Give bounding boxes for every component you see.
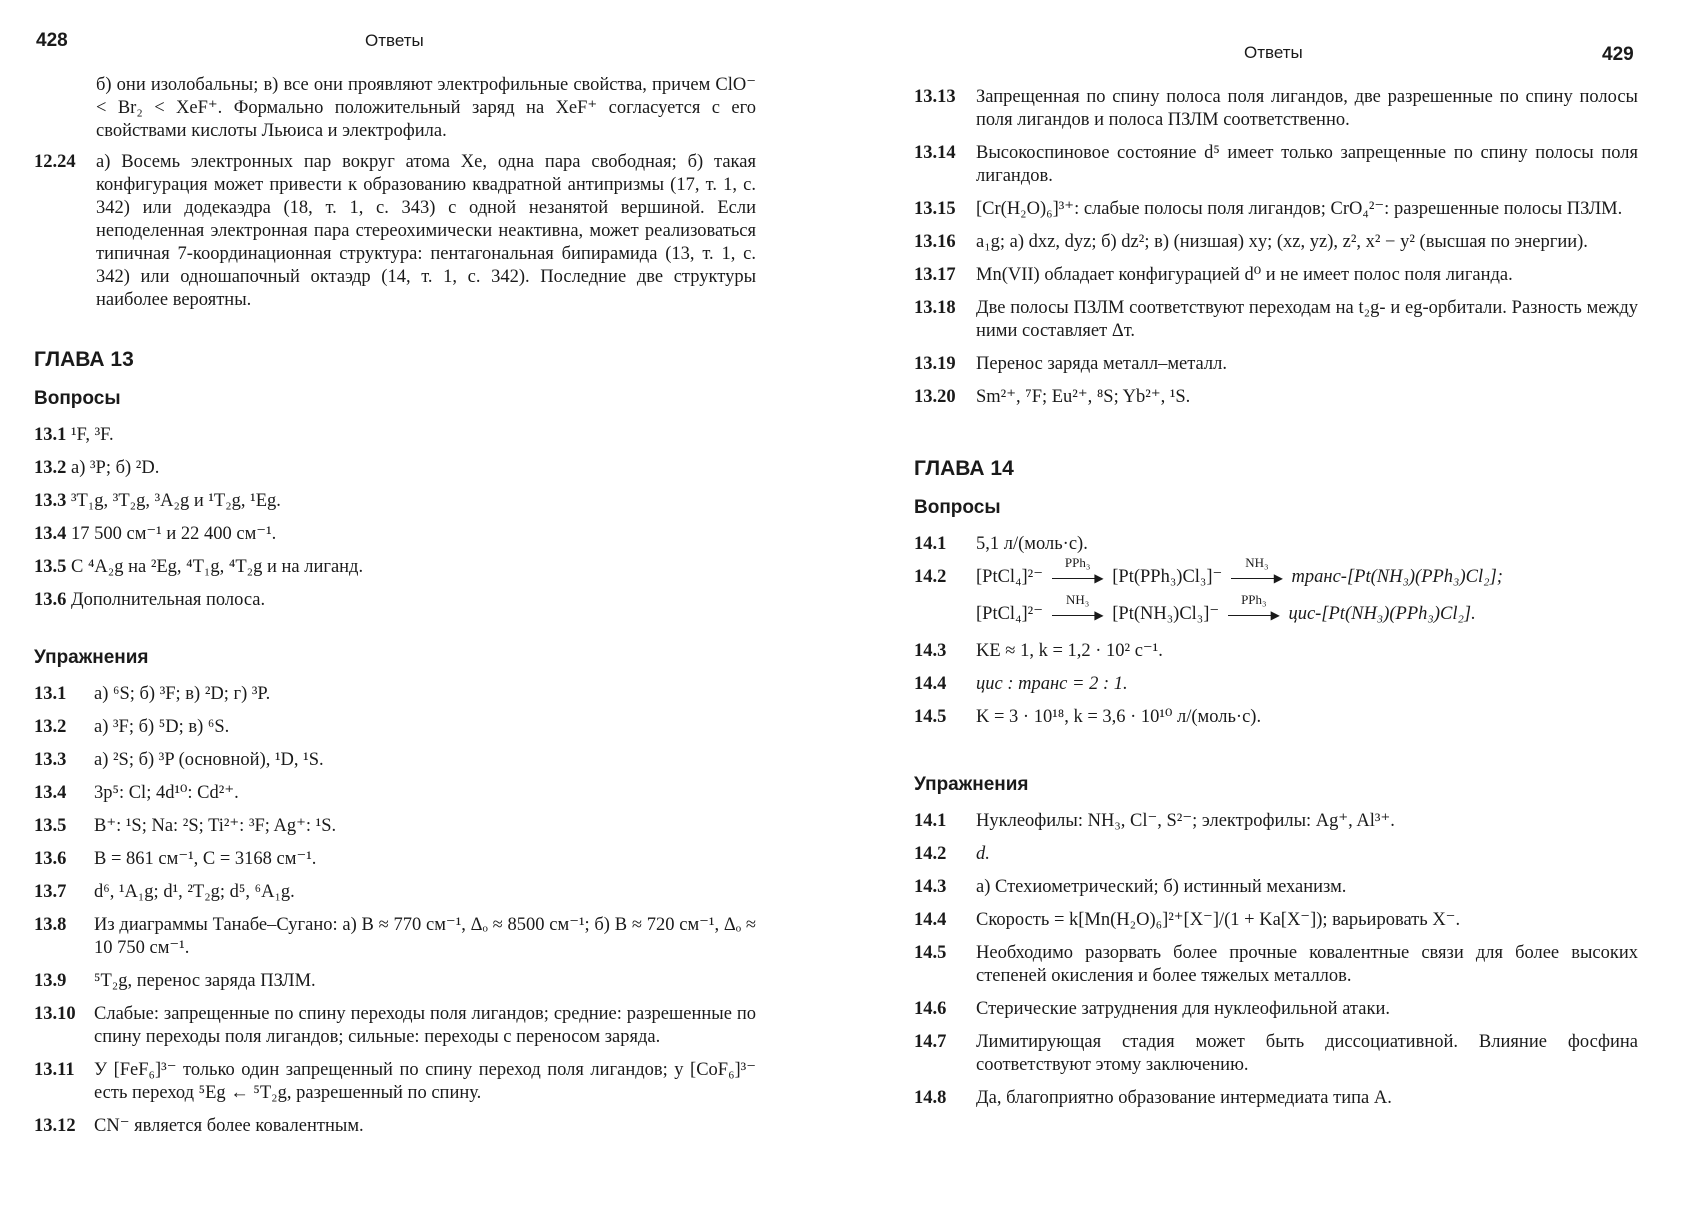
- answers-list-13-cont: [914, 86, 1638, 409]
- exercise-item: 14.1 Нуклеофилы: NH₃, Cl⁻, S²⁻; электрофилы: Ag⁺, Al³⁺.: [914, 811, 1395, 831]
- exercise-item: 13.1 а) ⁶S; б) ³F; в) ²D; г) ³P.: [34, 684, 271, 704]
- reaction-arrow: PPh₃ ▶: [1052, 571, 1104, 585]
- question-item: 13.3 ³T₁g, ³T₂g, ³A₂g и ¹T₂g, ¹Eg.: [34, 491, 281, 511]
- exercise-item: 13.5 B⁺: ¹S; Na: ²S; Ti²⁺: ³F; Ag⁺: ¹S.: [34, 816, 337, 836]
- answer-item: 13.15 [Cr(H₂O)₆]³⁺: слабые полосы поля лигандов; CrO₄²⁻: разрешенные полосы ПЗЛМ.: [914, 199, 1623, 219]
- right-page: [842, 0, 1684, 1224]
- questions-list-13: [34, 424, 756, 612]
- answer-item: 13.20 Sm²⁺, ⁷F; Eu²⁺, ⁸S; Yb²⁺, ¹S.: [914, 387, 1191, 407]
- question-item: 14.3 KE ≈ 1, k = 1,2 · 10² с⁻¹.: [914, 641, 1163, 661]
- exercise-item: 13.7 d⁶, ¹A₁g; d¹, ²T₂g; d⁵, ⁶A₁g.: [34, 882, 295, 902]
- running-header-right: Ответы: [1244, 43, 1303, 62]
- answer-item: 13.17 Mn(VII) обладает конфигурацией d⁰ и не имеет полос поля лиганда.: [914, 265, 1513, 285]
- right-body: [914, 86, 1638, 1120]
- chapter-heading-14: ГЛАВА 14: [914, 457, 1014, 480]
- page-number-right: 429: [1602, 44, 1634, 65]
- answer-number: 12.24: [34, 152, 76, 172]
- reaction-scheme: [976, 554, 1638, 626]
- questions-heading-14: Вопросы: [914, 497, 1001, 518]
- running-header-left: Ответы: [365, 31, 424, 50]
- exercise-item: 13.8 Из диаграммы Танабе–Сугано: а) B ≈ 770 см⁻¹, Δₒ ≈ 8500 см⁻¹; б) B ≈ 720 см⁻¹, Δₒ ≈ 10 750 см⁻¹.: [34, 915, 756, 958]
- exercise-item: 13.12 CN⁻ является более ковалентным.: [34, 1116, 364, 1136]
- answer-item: 13.13 Запрещенная по спину полоса поля лигандов, две разрешенные по спину полосы поля лигандов и полоса ПЗЛМ соответственно.: [914, 87, 1638, 130]
- page-number-left: 428: [36, 30, 68, 51]
- exercise-item: 14.8 Да, благоприятно образование интермедиата типа A.: [914, 1088, 1392, 1108]
- reaction-line-2: [PtCl₄]²⁻ NH₃ ▶ [Pt(NH₃)Cl₃]⁻ PPh₃ ▶ цис-[Pt(NH₃)(PPh₃)Cl₂].: [976, 591, 1476, 624]
- exercises-list-14: [914, 810, 1638, 1110]
- chapter-heading-13: ГЛАВА 13: [34, 348, 134, 371]
- questions-heading-13: Вопросы: [34, 388, 121, 409]
- question-item: 13.4 17 500 см⁻¹ и 22 400 см⁻¹.: [34, 524, 277, 544]
- exercise-item: 14.5 Необходимо разорвать более прочные ковалентные связи для более высоких степеней окисления и более тяжелых металлов.: [914, 943, 1638, 986]
- exercise-item: 14.6 Стерические затруднения для нуклеофильной атаки.: [914, 999, 1390, 1019]
- reaction-arrow: NH₃ ▶: [1052, 608, 1104, 622]
- question-item: 13.5 С ⁴A₂g на ²Eg, ⁴T₁g, ⁴T₂g и на лиганд.: [34, 557, 364, 577]
- exercise-item: 14.3 а) Стехиометрический; б) истинный механизм.: [914, 877, 1347, 897]
- answer-item: 13.16 a₁g; а) dxz, dyz; б) dz²; в) (низшая) xy; (xz, yz), z², x² − y² (высшая по энергии).: [914, 232, 1588, 252]
- exercise-item: 14.4 Скорость = k[Mn(H₂O)₆]²⁺[X⁻]/(1 + Ka[X⁻]); варьировать X⁻.: [914, 910, 1461, 930]
- answer-text: а) Восемь электронных пар вокруг атома Xe, одна пара свободная; б) такая конфигурация может привести к образованию квадратной антипризмы (17, т. 1, с. 342) или додекаэдра (18, т. 1, с. 343) с одной незанятой вершиной. Если неподеленная электронная пара стереохимически неактивна, может реализоваться типичная 7-координационная структура: пентагональная бипирамида (13, т. 1, с. 342) или одношапочный октаэдр (14, т. 1, с. 342). Последние две структуры наиболее вероятны.: [96, 152, 756, 310]
- reaction-line-1: [PtCl₄]²⁻ PPh₃ ▶ [Pt(PPh₃)Cl₃]⁻ NH₃ ▶ транс-[Pt(NH₃)(PPh₃)Cl₂];: [976, 554, 1503, 587]
- question-item: 14.5 K = 3 · 10¹⁸, k = 3,6 · 10¹⁰ л/(моль·с).: [914, 707, 1262, 727]
- exercise-item: 13.10 Слабые: запрещенные по спину переходы поля лигандов; средние: разрешенные по спину переходы поля лигандов; сильные: переходы с переносом заряда.: [34, 1004, 756, 1047]
- questions-list-14: [914, 533, 1638, 729]
- question-item: 14.4 цис : транс = 2 : 1.: [914, 674, 1128, 694]
- question-item: 14.1 5,1 л/(моль·с).: [914, 534, 1088, 554]
- question-item-reaction-scheme: 14.2 [PtCl₄]²⁻ PPh₃ ▶ [Pt(PPh₃)Cl₃]⁻ NH₃ ▶ транс-[Pt(NH₃)(PPh₃)Cl₂]; [PtCl₄]²⁻ NH₃ ▶ [Pt(NH₃)Cl₃]⁻ PPh₃ ▶ цис-[Pt(NH₃)(PPh₃)Cl₂].: [914, 566, 1638, 626]
- exercise-item: 14.2 d.: [914, 844, 990, 864]
- answer-item: 13.19 Перенос заряда металл–металл.: [914, 354, 1228, 374]
- exercise-item: 13.6 B = 861 см⁻¹, C = 3168 см⁻¹.: [34, 849, 317, 869]
- exercise-item: 14.7 Лимитирующая стадия может быть диссоциативной. Влияние фосфина соответствуют этому заключению.: [914, 1032, 1638, 1075]
- exercise-item: 13.3 а) ²S; б) ³P (основной), ¹D, ¹S.: [34, 750, 324, 770]
- left-body: [34, 74, 756, 1148]
- exercise-item: 13.11 У [FeF₆]³⁻ только один запрещенный по спину переход поля лигандов; у [CoF₆]³⁻ есть переход ⁵Eg ← ⁵T₂g, разрешенный по спину.: [34, 1060, 756, 1103]
- reaction-arrow: PPh₃ ▶: [1228, 608, 1280, 622]
- exercises-heading-13: Упражнения: [34, 647, 149, 668]
- question-item: 13.1 ¹F, ³F.: [34, 425, 114, 445]
- exercise-item: 13.4 3p⁵: Cl; 4d¹⁰: Cd²⁺.: [34, 783, 239, 803]
- continued-text: б) они изолобальны; в) все они проявляют электрофильные свойства, причем ClO⁻ < Br₂ < XeF⁺. Формально положительный заряд на XeF⁺ согласуется с его свойствами кислоты Льюиса и электрофила.: [96, 75, 756, 141]
- reaction-arrow: NH₃ ▶: [1231, 571, 1283, 585]
- exercises-list-13: [34, 683, 756, 1138]
- question-item: 13.6 Дополнительная полоса.: [34, 590, 266, 610]
- answer-12-24: [34, 151, 756, 312]
- question-item: 13.2 а) ³P; б) ²D.: [34, 458, 160, 478]
- answer-item: 13.18 Две полосы ПЗЛМ соответствуют переходам на t₂g- и eg-орбитали. Разность между ними составляет Δт.: [914, 298, 1638, 341]
- exercises-heading-14: Упражнения: [914, 774, 1029, 795]
- answer-item: 13.14 Высокоспиновое состояние d⁵ имеет только запрещенные по спину полосы поля лигандов.: [914, 143, 1638, 186]
- exercise-item: 13.2 а) ³F; б) ⁵D; в) ⁶S.: [34, 717, 230, 737]
- exercise-item: 13.9 ⁵T₂g, перенос заряда ПЗЛМ.: [34, 971, 316, 991]
